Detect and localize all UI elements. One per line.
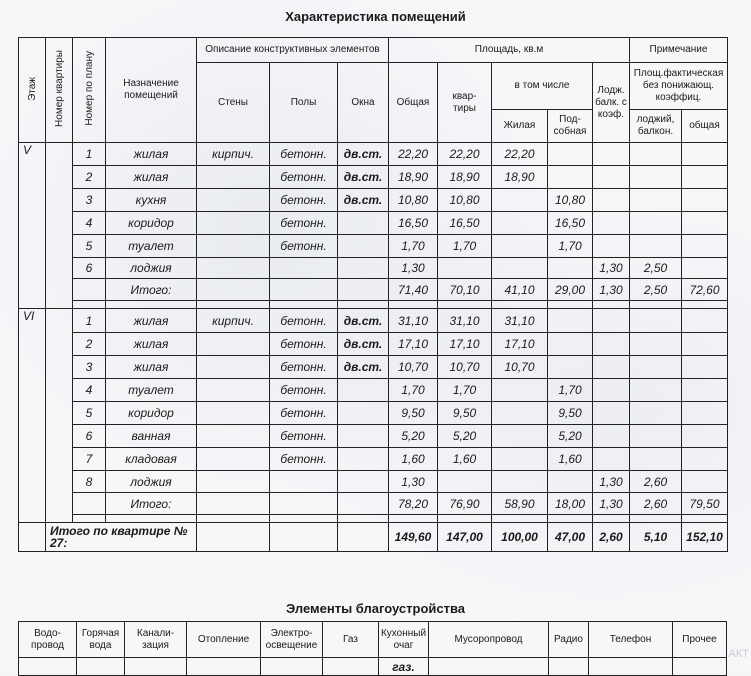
hdr-windows: Окна (338, 63, 389, 143)
wall-material (197, 356, 270, 379)
empty-cell (73, 515, 106, 523)
empty-cell (338, 493, 389, 515)
area-auxiliary: 1,60 (548, 448, 593, 471)
area-note-total (682, 356, 728, 379)
empty-cell (389, 301, 438, 309)
area-total: 31,10 (389, 309, 438, 333)
grand-balc: 2,60 (593, 523, 630, 552)
area-total: 9,50 (389, 402, 438, 425)
area-loggia (630, 448, 682, 471)
room-purpose: лоджия (106, 471, 197, 493)
empty-cell (682, 301, 728, 309)
room-purpose: коридор (106, 212, 197, 235)
area-auxiliary (548, 309, 593, 333)
room-purpose: коридор (106, 402, 197, 425)
area-apartment: 1,70 (438, 235, 492, 258)
area-total: 1,70 (389, 379, 438, 402)
area-auxiliary: 10,80 (548, 189, 593, 212)
grand-total: 149,60 (389, 523, 438, 552)
subtotal-apt: 76,90 (438, 493, 492, 515)
amenity-header: Телефон (589, 622, 673, 658)
area-loggia: 2,50 (630, 258, 682, 279)
grand-apt: 147,00 (438, 523, 492, 552)
area-balcony (593, 212, 630, 235)
wall-material (197, 379, 270, 402)
area-total: 22,20 (389, 143, 438, 166)
room-number: 4 (73, 212, 106, 235)
area-loggia (630, 143, 682, 166)
wall-material (197, 166, 270, 189)
area-note-total (682, 212, 728, 235)
wall-material (197, 333, 270, 356)
subtotal-total: 71,40 (389, 279, 438, 301)
room-number: 3 (73, 356, 106, 379)
area-apartment (438, 471, 492, 493)
hdr-apt: Номер квартиры (46, 38, 73, 143)
grand-total-row (19, 523, 728, 552)
hdr-area: Площадь, кв.м (389, 38, 630, 63)
hdr-note: Примечание (630, 38, 728, 63)
area-living (492, 425, 548, 448)
hdr-note-total: общая (682, 110, 728, 143)
area-auxiliary (548, 471, 593, 493)
grand-total-label: Итого по квартире № 27: (46, 523, 197, 552)
empty-cell (338, 515, 389, 523)
hdr-total: Общая (389, 63, 438, 143)
grand-living: 100,00 (492, 523, 548, 552)
room-purpose: жилая (106, 309, 197, 333)
wall-material (197, 471, 270, 493)
wall-material (197, 448, 270, 471)
room-row (19, 258, 728, 279)
area-living (492, 471, 548, 493)
empty-cell (630, 515, 682, 523)
area-apartment: 10,80 (438, 189, 492, 212)
area-auxiliary: 9,50 (548, 402, 593, 425)
room-purpose: туалет (106, 379, 197, 402)
window-type: дв.ст. (338, 166, 389, 189)
area-living: 18,90 (492, 166, 548, 189)
amenity-header: Радио (549, 622, 589, 658)
subtotal-living: 41,10 (492, 279, 548, 301)
area-note-total (682, 309, 728, 333)
empty-cell (338, 279, 389, 301)
floor-material: бетонн. (270, 235, 338, 258)
area-apartment: 22,20 (438, 143, 492, 166)
apartment-number (46, 309, 73, 523)
hdr-constr: Описание конструктивных элементов (197, 38, 389, 63)
area-note-total (682, 402, 728, 425)
hdr-aux: Под-собная (548, 110, 593, 143)
floor-material: бетонн. (270, 309, 338, 333)
room-purpose: туалет (106, 235, 197, 258)
area-auxiliary: 16,50 (548, 212, 593, 235)
area-note-total (682, 379, 728, 402)
window-type: дв.ст. (338, 189, 389, 212)
area-auxiliary: 5,20 (548, 425, 593, 448)
wall-material (197, 189, 270, 212)
area-living (492, 402, 548, 425)
amenity-header: Горячая вода (77, 622, 125, 658)
hdr-floors: Полы (270, 63, 338, 143)
empty-cell (438, 301, 492, 309)
window-type (338, 471, 389, 493)
wall-material: кирпич. (197, 309, 270, 333)
window-type (338, 425, 389, 448)
area-total: 18,90 (389, 166, 438, 189)
area-balcony (593, 356, 630, 379)
area-total: 1,70 (389, 235, 438, 258)
room-number: 2 (73, 333, 106, 356)
subtotal-note-total: 79,50 (682, 493, 728, 515)
area-living: 10,70 (492, 356, 548, 379)
area-living (492, 235, 548, 258)
subtotal-row (19, 493, 728, 515)
floor-label: V (19, 143, 46, 309)
wall-material (197, 258, 270, 279)
window-type (338, 258, 389, 279)
floor-material: бетонн. (270, 356, 338, 379)
area-auxiliary: 1,70 (548, 235, 593, 258)
room-row (19, 189, 728, 212)
room-purpose: жилая (106, 356, 197, 379)
area-balcony (593, 379, 630, 402)
subtotal-label: Итого: (106, 279, 197, 301)
amenity-header: Канали-зация (125, 622, 187, 658)
floor-material: бетонн. (270, 166, 338, 189)
empty-cell (197, 493, 270, 515)
empty-cell (73, 301, 106, 309)
empty-cell (338, 301, 389, 309)
wall-material (197, 212, 270, 235)
window-type (338, 448, 389, 471)
area-balcony (593, 166, 630, 189)
empty-cell (492, 301, 548, 309)
window-type (338, 235, 389, 258)
area-loggia (630, 189, 682, 212)
floor-material: бетонн. (270, 143, 338, 166)
area-balcony (593, 402, 630, 425)
subtotal-total: 78,20 (389, 493, 438, 515)
wall-material (197, 235, 270, 258)
area-apartment: 9,50 (438, 402, 492, 425)
room-number: 2 (73, 166, 106, 189)
hdr-plan: Номер по плану (73, 38, 106, 143)
subtotal-aux: 18,00 (548, 493, 593, 515)
area-auxiliary (548, 258, 593, 279)
floor-material: бетонн. (270, 189, 338, 212)
spacer-row (19, 301, 728, 309)
area-total: 16,50 (389, 212, 438, 235)
area-apartment: 1,70 (438, 379, 492, 402)
stamp-text: АКТ (728, 648, 749, 660)
room-number: 1 (73, 143, 106, 166)
area-total: 17,10 (389, 333, 438, 356)
hdr-note-sub: Площ.фактическая без понижающ. коэффиц. (630, 63, 728, 110)
area-loggia (630, 309, 682, 333)
area-loggia (630, 333, 682, 356)
room-purpose: кладовая (106, 448, 197, 471)
area-note-total (682, 471, 728, 493)
amenity-header: Электро-освещение (261, 622, 323, 658)
area-living (492, 448, 548, 471)
window-type (338, 402, 389, 425)
empty-cell (270, 515, 338, 523)
area-apartment: 18,90 (438, 166, 492, 189)
area-apartment: 16,50 (438, 212, 492, 235)
room-row (19, 143, 728, 166)
subtotal-loggia: 2,50 (630, 279, 682, 301)
area-note-total (682, 333, 728, 356)
room-purpose: кухня (106, 189, 197, 212)
empty-cell (389, 515, 438, 523)
room-row (19, 356, 728, 379)
room-purpose: ванная (106, 425, 197, 448)
area-total: 10,70 (389, 356, 438, 379)
hdr-walls: Стены (197, 63, 270, 143)
floor-material (270, 258, 338, 279)
room-number: 4 (73, 379, 106, 402)
amenities-title: Элементы благоустройства (285, 601, 466, 616)
area-living: 31,10 (492, 309, 548, 333)
area-balcony: 1,30 (593, 258, 630, 279)
window-type: дв.ст. (338, 333, 389, 356)
floor-material: бетонн. (270, 379, 338, 402)
hdr-living: Жилая (492, 110, 548, 143)
area-note-total (682, 143, 728, 166)
subtotal-aux: 29,00 (548, 279, 593, 301)
room-number: 6 (73, 425, 106, 448)
empty-cell (593, 515, 630, 523)
area-living (492, 212, 548, 235)
window-type (338, 212, 389, 235)
empty-cell (492, 515, 548, 523)
empty-cell (270, 279, 338, 301)
floor-material: бетонн. (270, 425, 338, 448)
area-living (492, 258, 548, 279)
room-row (19, 166, 728, 189)
area-balcony (593, 189, 630, 212)
area-balcony (593, 309, 630, 333)
room-number: 7 (73, 448, 106, 471)
empty-cell (197, 301, 270, 309)
room-row (19, 402, 728, 425)
area-balcony (593, 448, 630, 471)
area-apartment: 17,10 (438, 333, 492, 356)
amenity-header: Отопление (187, 622, 261, 658)
area-balcony (593, 143, 630, 166)
area-living: 22,20 (492, 143, 548, 166)
hdr-loggia: лоджий, балкон. (630, 110, 682, 143)
empty-cell (197, 515, 270, 523)
subtotal-loggia: 2,60 (630, 493, 682, 515)
empty-cell (270, 493, 338, 515)
amenity-header: Кухонный очаг (379, 622, 429, 658)
room-row (19, 212, 728, 235)
room-number (73, 493, 106, 515)
wall-material: кирпич. (197, 143, 270, 166)
empty-cell (593, 301, 630, 309)
area-balcony (593, 235, 630, 258)
hdr-floor: Этаж (19, 38, 46, 143)
room-row (19, 448, 728, 471)
area-apartment: 5,20 (438, 425, 492, 448)
floor-6-rows (19, 309, 728, 523)
area-balcony (593, 333, 630, 356)
room-row (19, 379, 728, 402)
empty-cell (548, 301, 593, 309)
subtotal-balc: 1,30 (593, 279, 630, 301)
area-auxiliary (548, 166, 593, 189)
floor-material: бетонн. (270, 333, 338, 356)
area-note-total (682, 189, 728, 212)
window-type (338, 379, 389, 402)
area-loggia (630, 356, 682, 379)
amenity-header: Газ (323, 622, 379, 658)
area-note-total (682, 166, 728, 189)
area-apartment: 1,60 (438, 448, 492, 471)
subtotal-row (19, 279, 728, 301)
area-note-total (682, 448, 728, 471)
area-auxiliary (548, 143, 593, 166)
empty-cell (630, 301, 682, 309)
room-number: 3 (73, 189, 106, 212)
floor-label: VI (19, 309, 46, 523)
room-number (73, 279, 106, 301)
floor-material (270, 471, 338, 493)
hdr-purpose: Назначение помещений (106, 38, 197, 143)
empty-cell (438, 515, 492, 523)
room-purpose: лоджия (106, 258, 197, 279)
wall-material (197, 425, 270, 448)
area-total: 1,30 (389, 471, 438, 493)
area-auxiliary (548, 333, 593, 356)
room-purpose: жилая (106, 143, 197, 166)
area-loggia (630, 402, 682, 425)
hdr-balc: Лодж. балк. с коэф. (593, 63, 630, 143)
room-row (19, 235, 728, 258)
area-total: 10,80 (389, 189, 438, 212)
area-total: 5,20 (389, 425, 438, 448)
area-total: 1,60 (389, 448, 438, 471)
room-row (19, 471, 728, 493)
area-apartment: 31,10 (438, 309, 492, 333)
room-row (19, 425, 728, 448)
area-loggia (630, 425, 682, 448)
amenity-header: Мусоропровод (429, 622, 549, 658)
room-number: 5 (73, 235, 106, 258)
empty-cell (548, 515, 593, 523)
hdr-incl: в том числе (492, 63, 593, 110)
window-type: дв.ст. (338, 356, 389, 379)
area-apartment: 10,70 (438, 356, 492, 379)
area-note-total (682, 425, 728, 448)
empty-cell (197, 279, 270, 301)
room-number: 1 (73, 309, 106, 333)
subtotal-living: 58,90 (492, 493, 548, 515)
empty-cell (106, 301, 197, 309)
area-total: 1,30 (389, 258, 438, 279)
rooms-table (18, 37, 728, 552)
area-balcony: 1,30 (593, 471, 630, 493)
floor-material: бетонн. (270, 402, 338, 425)
area-note-total (682, 258, 728, 279)
room-row (19, 333, 728, 356)
subtotal-balc: 1,30 (593, 493, 630, 515)
apartment-number (46, 143, 73, 309)
amenity-header: Водо-провод (19, 622, 77, 658)
subtotal-note-total: 72,60 (682, 279, 728, 301)
room-purpose: жилая (106, 166, 197, 189)
amenities-table (18, 621, 727, 676)
area-loggia (630, 212, 682, 235)
area-auxiliary: 1,70 (548, 379, 593, 402)
floor-5-rows (19, 143, 728, 309)
hdr-apt-area: квар-тиры (438, 63, 492, 143)
area-loggia (630, 166, 682, 189)
room-number: 5 (73, 402, 106, 425)
room-number: 8 (73, 471, 106, 493)
area-living (492, 379, 548, 402)
area-auxiliary (548, 356, 593, 379)
subtotal-label: Итого: (106, 493, 197, 515)
grand-loggia: 5,10 (630, 523, 682, 552)
floor-material: бетонн. (270, 448, 338, 471)
amenity-header: Прочее (673, 622, 727, 658)
area-note-total (682, 235, 728, 258)
area-apartment (438, 258, 492, 279)
empty-cell (106, 515, 197, 523)
area-living (492, 189, 548, 212)
window-type: дв.ст. (338, 143, 389, 166)
area-loggia (630, 235, 682, 258)
grand-note-total: 152,10 (682, 523, 728, 552)
empty-cell (270, 301, 338, 309)
grand-aux: 47,00 (548, 523, 593, 552)
area-living: 17,10 (492, 333, 548, 356)
room-purpose: жилая (106, 333, 197, 356)
window-type: дв.ст. (338, 309, 389, 333)
floor-material: бетонн. (270, 212, 338, 235)
subtotal-apt: 70,10 (438, 279, 492, 301)
spacer-row (19, 515, 728, 523)
area-loggia (630, 379, 682, 402)
table-title: Характеристика помещений (285, 9, 466, 24)
area-balcony (593, 425, 630, 448)
amenities-header-row (19, 622, 727, 658)
room-number: 6 (73, 258, 106, 279)
area-loggia: 2,60 (630, 471, 682, 493)
wall-material (197, 402, 270, 425)
room-row (19, 309, 728, 333)
empty-cell (682, 515, 728, 523)
amenity-value: газ. (379, 658, 429, 676)
